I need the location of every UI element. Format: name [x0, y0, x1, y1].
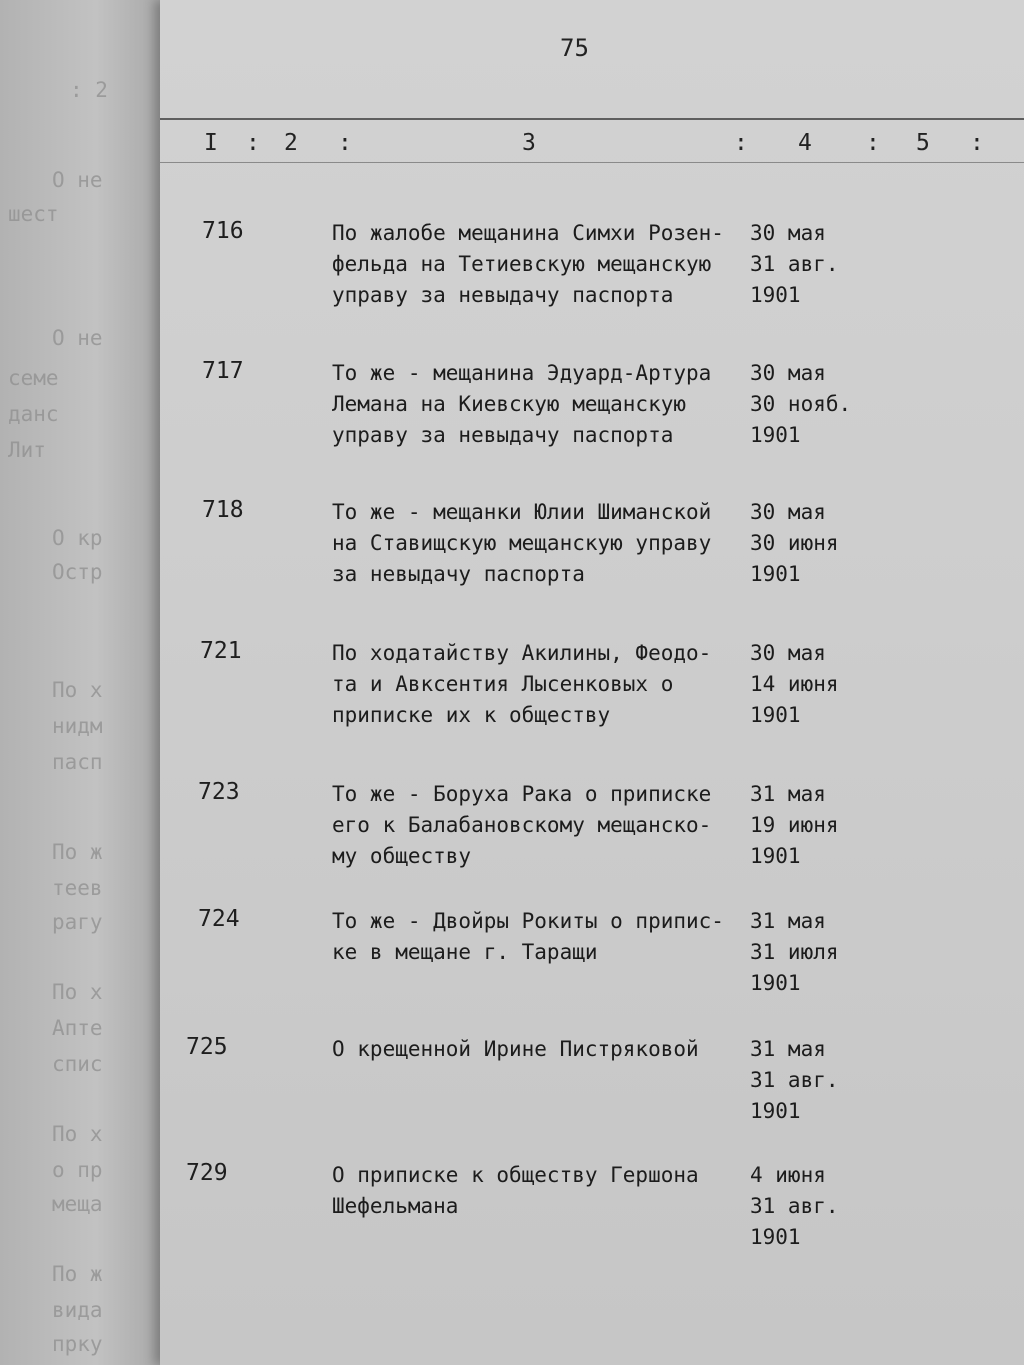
- date-start: 30 мая: [750, 641, 826, 665]
- description-line: То же - Двойры Рокиты о припис-: [332, 909, 724, 933]
- bleed-text: : 2: [70, 78, 108, 102]
- bleed-text: По х: [52, 980, 103, 1004]
- bleed-text: шест: [8, 202, 59, 226]
- date-year: 1901: [750, 562, 801, 586]
- bleed-text: рагу: [52, 910, 103, 934]
- description-line: на Ставищскую мещанскую управу: [332, 531, 712, 555]
- column-header-2: 2: [284, 130, 298, 156]
- entry-dates: [750, 497, 880, 590]
- description-line: То же - Боруха Рака о приписке: [332, 782, 712, 806]
- date-end: 31 авг.: [750, 252, 839, 276]
- description-line: По ходатайству Акилины, Феодо-: [332, 641, 712, 665]
- date-year: 1901: [750, 703, 801, 727]
- bleed-text: По х: [52, 1122, 103, 1146]
- entry-number: 716: [202, 218, 244, 244]
- bleed-text: По х: [52, 678, 103, 702]
- description-line: та и Авксентия Лысенковых о: [332, 672, 674, 696]
- date-year: 1901: [750, 423, 801, 447]
- entry-dates: [750, 218, 880, 311]
- column-header-1: I: [204, 130, 218, 156]
- entry-number: 729: [186, 1160, 228, 1186]
- description-line: То же - мещанина Эдуард-Артура: [332, 361, 712, 385]
- description-line: управу за невыдачу паспорта: [332, 283, 674, 307]
- date-end: 31 авг.: [750, 1194, 839, 1218]
- date-start: 30 мая: [750, 361, 826, 385]
- entry-description: [332, 638, 752, 731]
- bleed-text: семе: [8, 366, 59, 390]
- column-separator: :: [338, 130, 352, 156]
- description-line: О крещенной Ирине Пистряковой: [332, 1037, 699, 1061]
- entry-description: [332, 358, 752, 451]
- date-end: 31 июля: [750, 940, 839, 964]
- date-start: 30 мая: [750, 221, 826, 245]
- entry-description: [332, 779, 752, 872]
- bleed-text: о пр: [52, 1158, 103, 1182]
- column-header-3: 3: [522, 130, 536, 156]
- date-year: 1901: [750, 1099, 801, 1123]
- column-header-5: 5: [916, 130, 930, 156]
- column-separator: :: [970, 130, 984, 156]
- entry-number: 721: [200, 638, 242, 664]
- description-line: фельда на Тетиевскую мещанскую: [332, 252, 712, 276]
- date-year: 1901: [750, 971, 801, 995]
- page-number: 75: [560, 34, 589, 62]
- description-line: ке в мещане г. Таращи: [332, 940, 598, 964]
- description-line: Шефельмана: [332, 1194, 459, 1218]
- description-line: По жалобе мещанина Симхи Розен-: [332, 221, 724, 245]
- bleed-text: Остр: [52, 560, 103, 584]
- entry-number: 723: [198, 779, 240, 805]
- header-underline: [160, 162, 1024, 163]
- column-header-4: 4: [798, 130, 812, 156]
- entry-description: [332, 906, 752, 968]
- description-line: му обществу: [332, 844, 472, 868]
- date-start: 31 мая: [750, 782, 826, 806]
- bleed-text: вида: [52, 1298, 103, 1322]
- date-end: 30 нояб.: [750, 392, 852, 416]
- entry-dates: [750, 638, 880, 731]
- description-line: Лемана на Киевскую мещанскую: [332, 392, 687, 416]
- entry-number: 717: [202, 358, 244, 384]
- description-line: за невыдачу паспорта: [332, 562, 585, 586]
- date-year: 1901: [750, 1225, 801, 1249]
- date-start: 30 мая: [750, 500, 826, 524]
- entry-dates: [750, 1160, 880, 1253]
- header-rule: [160, 118, 1024, 120]
- bleed-text: пасп: [52, 750, 103, 774]
- bleed-text: спис: [52, 1052, 103, 1076]
- entry-description: [332, 1034, 752, 1065]
- description-line: То же - мещанки Юлии Шиманской: [332, 500, 712, 524]
- bleed-text: По ж: [52, 1262, 103, 1286]
- bleed-text: Апте: [52, 1016, 103, 1040]
- description-line: О приписке к обществу Гершона: [332, 1163, 699, 1187]
- entry-description: [332, 1160, 752, 1222]
- entry-dates: [750, 906, 880, 999]
- date-end: 14 июня: [750, 672, 839, 696]
- entry-number: 724: [198, 906, 240, 932]
- document-page: [160, 0, 1024, 1365]
- date-start: 31 мая: [750, 1037, 826, 1061]
- description-line: управу за невыдачу паспорта: [332, 423, 674, 447]
- bleed-text: нидм: [52, 714, 103, 738]
- bleed-text: О кр: [52, 526, 103, 550]
- date-year: 1901: [750, 283, 801, 307]
- column-separator: :: [866, 130, 880, 156]
- entry-number: 725: [186, 1034, 228, 1060]
- bleed-text: О не: [52, 168, 103, 192]
- bleed-text: По ж: [52, 840, 103, 864]
- date-start: 4 июня: [750, 1163, 826, 1187]
- facing-page-bleed: [0, 0, 160, 1365]
- column-separator: :: [734, 130, 748, 156]
- entry-number: 718: [202, 497, 244, 523]
- entry-description: [332, 497, 752, 590]
- bleed-text: меща: [52, 1192, 103, 1216]
- date-end: 31 авг.: [750, 1068, 839, 1092]
- entry-description: [332, 218, 752, 311]
- entry-dates: [750, 779, 880, 872]
- column-separator: :: [246, 130, 260, 156]
- date-year: 1901: [750, 844, 801, 868]
- bleed-text: О не: [52, 326, 103, 350]
- entry-dates: [750, 1034, 880, 1127]
- date-end: 19 июня: [750, 813, 839, 837]
- entry-dates: [750, 358, 880, 451]
- date-start: 31 мая: [750, 909, 826, 933]
- bleed-text: данс: [8, 402, 59, 426]
- bleed-text: теев: [52, 876, 103, 900]
- date-end: 30 июня: [750, 531, 839, 555]
- bleed-text: прку: [52, 1332, 103, 1356]
- description-line: приписке их к обществу: [332, 703, 611, 727]
- bleed-text: Лит: [8, 438, 46, 462]
- description-line: его к Балабановскому мещанско-: [332, 813, 712, 837]
